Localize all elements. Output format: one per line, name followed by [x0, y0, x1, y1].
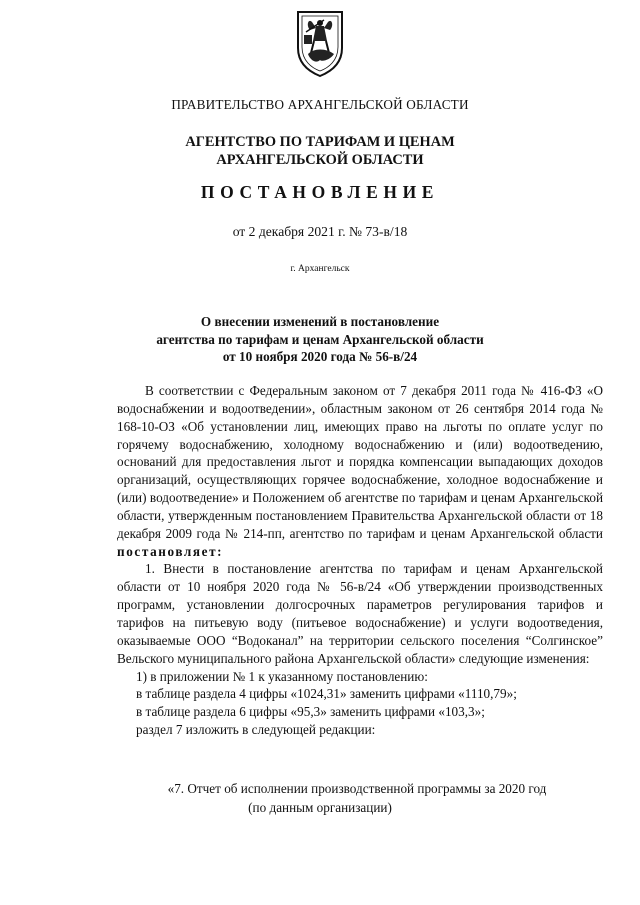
- section-7-heading: [0, 779, 640, 817]
- subject-line-2: агентства по тарифам и ценам Архангельской области: [156, 331, 484, 347]
- resolves-keyword: постановляет:: [117, 543, 224, 559]
- agency-name-line-2: АРХАНГЕЛЬСКОЙ ОБЛАСТИ: [216, 152, 424, 168]
- document-date-number: от 2 декабря 2021 г. № 73-в/18: [232, 224, 408, 239]
- document-body: [117, 382, 603, 739]
- subpoint-1: 1) в приложении № 1 к указанному постановлению:: [136, 668, 428, 684]
- subpoint-section-7: раздел 7 изложить в следующей редакции:: [136, 722, 376, 738]
- preamble-paragraph: [117, 382, 603, 560]
- agency-name: [0, 133, 640, 169]
- subpoint-table-6: в таблице раздела 6 цифры «95,3» заменить цифрами «103,3»;: [136, 704, 485, 720]
- point-1-paragraph: 1. Внести в постановление агентства по тарифам и ценам Архангельской области от 10 ноября 2020 года № 56-в/24 «Об утверждении производственных программ, установлении долгосрочных параметров регулирования тарифов и тарифов на питьевую воду (питьевое водоснабжение) и услуги водоотведения, оказываемые ООО “Водоканал” на территории сельского поселения “Солгинское” Вельского муниципального района Архангельской области» следующие изменения:: [117, 561, 603, 666]
- preamble-text: В соответствии с Федеральным законом от 7 декабря 2011 года № 416-ФЗ «О водоснабжении и водоотведении», областным законом от 26 сентября 2014 года № 168-10-ОЗ «Об установлении лиц, имеющих право на льготы по оплате услуг по горячему водоснабжению, холодному водоснабжению и (или) водоотведению, оснований для предоставления льгот и порядка компенсации выпадающих доходов организаций, осуществляющих горячее водоснабжение, холодное водоснабжение и (или) водоотведение» и Положением об агентстве по тарифам и ценам Архангельской области, утвержденным постановлением Правительства Архангельской области от 18 декабря 2009 года № 214-пп, агентство по тарифам и ценам Архангельской области: [117, 383, 603, 541]
- government-name: ПРАВИТЕЛЬСТВО АРХАНГЕЛЬСКОЙ ОБЛАСТИ: [171, 97, 469, 112]
- subject-line-1: О внесении изменений в постановление: [200, 314, 440, 329]
- section-7-subtitle: (по данным организации): [248, 800, 392, 815]
- coat-of-arms-icon: [294, 8, 346, 78]
- subject-line-3: от 10 ноября 2020 года № 56-в/24: [222, 349, 418, 364]
- subpoint-table-4: в таблице раздела 4 цифры «1024,31» заменить цифрами «1110,79»;: [136, 686, 517, 702]
- agency-name-line-1: АГЕНТСТВО ПО ТАРИФАМ И ЦЕНАМ: [185, 134, 455, 150]
- document-type-title: ПОСТАНОВЛЕНИЕ: [200, 182, 440, 202]
- document-city: г. Архангельск: [290, 264, 350, 274]
- document-subject: [0, 313, 640, 366]
- section-7-title: «7. Отчет об исполнении производственной программы за 2020 год: [167, 781, 547, 796]
